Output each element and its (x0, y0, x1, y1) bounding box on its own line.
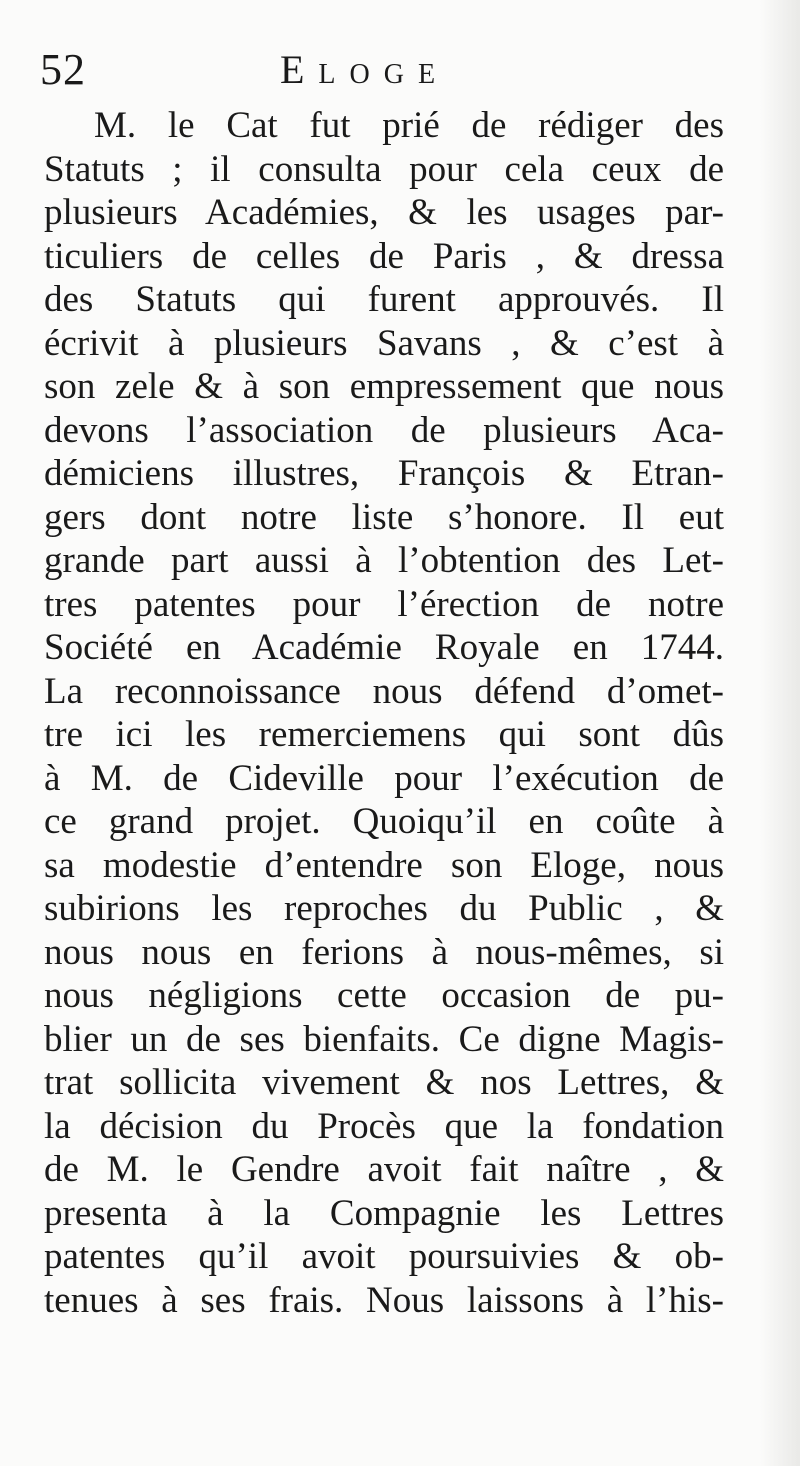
text-line: tres patentes pour l’érection de notre (44, 583, 724, 625)
text-line: des Statuts qui furent approuvés. Il (44, 279, 724, 320)
text-line: grande part aussi à l’obtention des Let- (44, 540, 724, 581)
text-line: nous nous en ferions à nous-mêmes, si (44, 931, 724, 973)
text-line: ticuliers de celles de Paris , & dressa (44, 235, 724, 277)
text-line: devons l’association de plusieurs Aca- (44, 409, 724, 451)
text-line: nous négligions cette occasion de pu- (44, 975, 724, 1016)
text-line: sa modestie d’entendre son Eloge, nous (44, 844, 724, 886)
text-line: Société en Académie Royale en 1744. (44, 627, 724, 668)
text-line: écrivit à plusieurs Savans , & c’est à (44, 322, 724, 364)
text-line: La reconnoissance nous défend d’omet- (44, 670, 724, 712)
text-line: blier un de ses bienfaits. Ce digne Magis- (44, 1018, 724, 1060)
page-gutter-shadow (760, 0, 800, 1466)
body-text (44, 104, 724, 1322)
text-line: tenues à ses frais. Nous laissons à l’his- (44, 1279, 724, 1321)
text-line: plusieurs Académies, & les usages par- (44, 192, 724, 233)
text-line: ce grand projet. Quoiqu’il en coûte à (44, 801, 724, 842)
text-line: patentes qu’il avoit poursuivies & ob- (44, 1236, 724, 1277)
text-line: son zele & à son empressement que nous (44, 366, 724, 407)
text-line: de M. le Gendre avoit fait naître , & (44, 1149, 724, 1190)
text-line: Statuts ; il consulta pour cela ceux de (44, 148, 724, 190)
page-number: 52 (40, 45, 86, 94)
text-line: M. le Cat fut prié de rédiger des (94, 105, 724, 146)
text-line: trat sollicita vivement & nos Lettres, & (44, 1062, 724, 1103)
text-line: subirions les reproches du Public , & (44, 888, 724, 929)
text-line: la décision du Procès que la fondation (44, 1105, 724, 1147)
text-line: presenta à la Compagnie les Lettres (44, 1192, 724, 1234)
text-line: gers dont notre liste s’honore. Il eut (44, 496, 724, 538)
text-line: à M. de Cideville pour l’exécution de (44, 757, 724, 799)
running-head (0, 40, 800, 100)
text-line: démiciens illustres, François & Etran- (44, 453, 724, 494)
running-title: Eloge (280, 47, 450, 92)
text-line: tre ici les remerciemens qui sont dûs (44, 714, 724, 755)
